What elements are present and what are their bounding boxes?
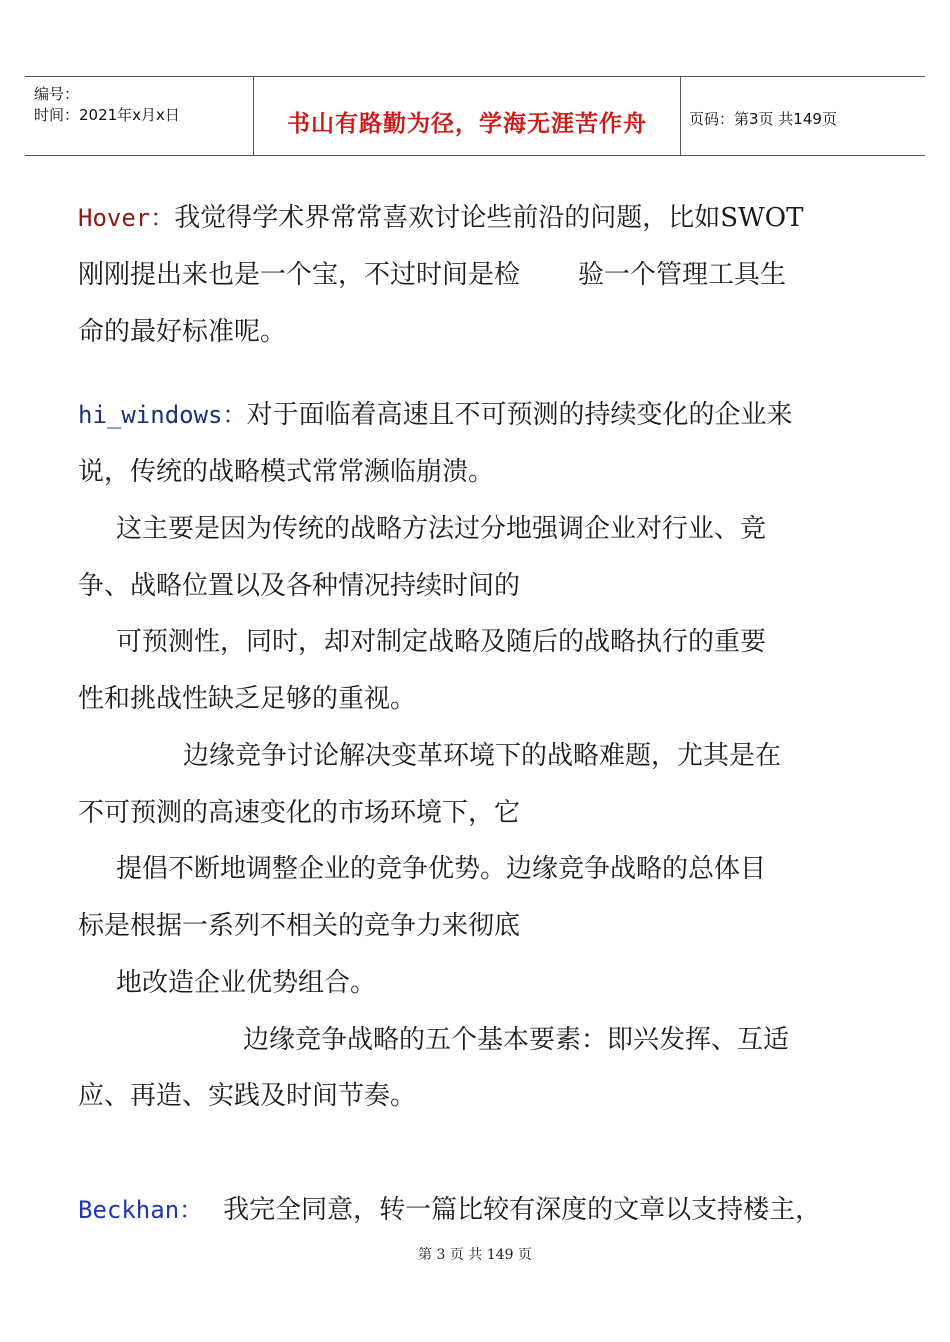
- post-text: 对于面临着高速且不可预测的持续变化的企业来: [246, 400, 793, 430]
- post-text-line: 边缘竞争战略的五个基本要素：即兴发挥、互适: [243, 1025, 790, 1055]
- speaker-hi-windows: hi_windows：: [78, 401, 247, 429]
- post-hiwindows-line-1: [78, 399, 793, 431]
- post-text-line: 性和挑战性缺乏足够的重视。: [78, 684, 417, 714]
- header-page-cell: [680, 77, 925, 155]
- post-text: 我完全同意，转一篇比较有深度的文章以支持楼主，: [223, 1195, 822, 1225]
- header-motto-cell: [253, 77, 681, 155]
- post-text-line: 这主要是因为传统的战略方法过分地强调企业对行业、竞: [116, 514, 767, 544]
- post-text-line: 标是根据一系列不相关的竞争力来彻底: [78, 911, 521, 941]
- post-text-line: 争、战略位置以及各种情况持续时间的: [78, 571, 521, 601]
- speaker-beckhan: Beckhan：: [78, 1196, 204, 1224]
- post-text-line: 提倡不断地调整企业的竞争优势。边缘竞争战略的总体目: [116, 854, 767, 884]
- post-beckhan-line-1: [78, 1194, 821, 1226]
- post-text: 命的最好标准呢。: [78, 317, 287, 347]
- post-text-line: 边缘竞争讨论解决变革环境下的战略难题，尤其是在: [183, 741, 782, 771]
- post-hover-line-1: [78, 202, 803, 234]
- post-hover-line-3: [78, 316, 286, 348]
- post-text-line: 可预测性，同时，却对制定战略及随后的战略执行的重要: [116, 627, 767, 657]
- post-text-line: 应、再造、实践及时间节奏。: [78, 1081, 417, 1111]
- post-hover-line-2: [78, 259, 786, 291]
- post-text-line: 不可预测的高速变化的市场环境下，它: [78, 798, 521, 828]
- post-text: 验一个管理工具生: [578, 260, 787, 290]
- header-motto: 书山有路勤为径，学海无涯苦作舟: [287, 111, 647, 137]
- page-footer: 第 3 页 共 149 页: [418, 1247, 532, 1263]
- header-page-info: 页码：第3页 共149页: [689, 110, 837, 128]
- document-number: 编号：: [34, 85, 80, 103]
- post-text: 我觉得学术界常常喜欢讨论些前沿的问题，比如SWOT: [174, 203, 804, 233]
- post-text: 刚刚提出来也是一个宝，不过时间是检: [78, 260, 521, 290]
- post-text-line: 地改造企业优势组合。: [116, 968, 377, 998]
- page-header: [25, 76, 925, 156]
- post-text-line: 说，传统的战略模式常常濒临崩溃。: [78, 457, 495, 487]
- speaker-hover: Hover：: [78, 204, 175, 232]
- document-date: 时间：2021年x月x日: [34, 106, 180, 124]
- header-meta-cell: [25, 77, 253, 155]
